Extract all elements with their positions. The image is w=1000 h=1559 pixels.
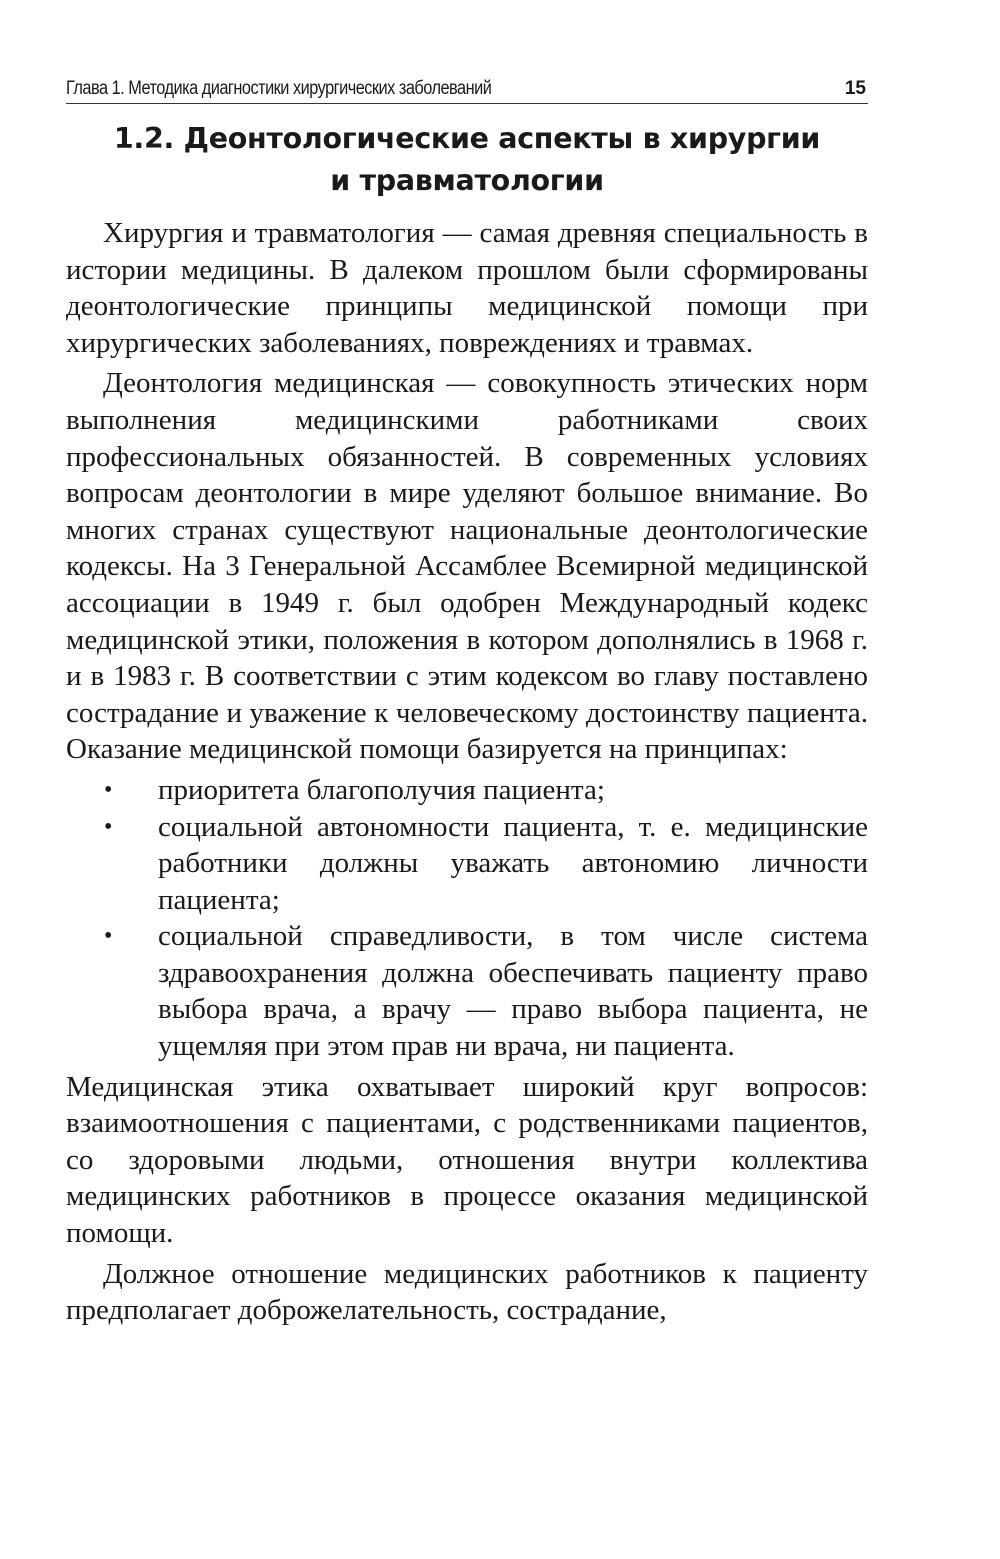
- bullet-icon: •: [104, 776, 113, 803]
- list-item-text: социальной справедливости, в том числе система здравоохранения должна обеспечивать пациенту право выбора врача, а врачу — право выбора пациента, не ущемляя при этом прав ни врача, ни пациента.: [158, 920, 868, 1063]
- section-title-line-1: 1.2. Деонтологические аспекты в хирургии: [113, 122, 821, 155]
- list-item: [66, 809, 868, 919]
- section-title-line-2: и травматологии: [330, 164, 604, 197]
- list-item-text: приоритета благополучия пациента;: [158, 773, 605, 806]
- list-item-text: социальной автономности пациента, т. е. медицинские работники должны уважать автономию личности пациента;: [158, 810, 868, 916]
- paragraph: Деонтология медицинская — совокупность этических норм выполнения медицинскими работниками своих профессиональных обязанностей. В современных условиях вопросам деонтологии в мире уделяют большое внимание. Во многих странах существуют национальные деонтологические кодексы. На 3 Генеральной Ассамблее Всемирной медицинской ассоциации в 1949 г. был одобрен Международный кодекс медицинской этики, положения в котором дополнялись в 1968 г. и в 1983 г. В соответствии с этим кодексом во главу поставлено сострадание и уважение к человеческому достоинству пациента. Оказание медицинской помощи базируется на принципах:: [66, 367, 868, 766]
- list-item: [66, 918, 868, 1064]
- page-number: 15: [844, 78, 866, 99]
- body-text: [66, 215, 868, 1329]
- section-title: [66, 118, 868, 202]
- book-page: [66, 76, 868, 1333]
- paragraph: Медицинская этика охватывает широкий круг вопросов: взаимоотношения с пациентами, с родственниками пациентов, со здоровыми людьми, отношения внутри коллектива медицинских работников в процессе оказания медицинской помощи.: [66, 1070, 868, 1250]
- list-item: [66, 772, 868, 809]
- paragraph: Должное отношение медицинских работников к пациенту предполагает доброжелательность, сострадание,: [66, 1257, 868, 1327]
- running-header: [66, 76, 868, 104]
- bullet-icon: •: [104, 923, 113, 950]
- chapter-title: Глава 1. Методика диагностики хирургических заболеваний: [66, 78, 492, 99]
- principles-list: [66, 772, 868, 1065]
- bullet-icon: •: [104, 813, 113, 840]
- paragraph: Хирургия и травматология — самая древняя специальность в истории медицины. В далеком прошлом были сформированы деонтологические принципы медицинской помощи при хирургических заболеваниях, повреждениях и травмах.: [66, 217, 868, 359]
